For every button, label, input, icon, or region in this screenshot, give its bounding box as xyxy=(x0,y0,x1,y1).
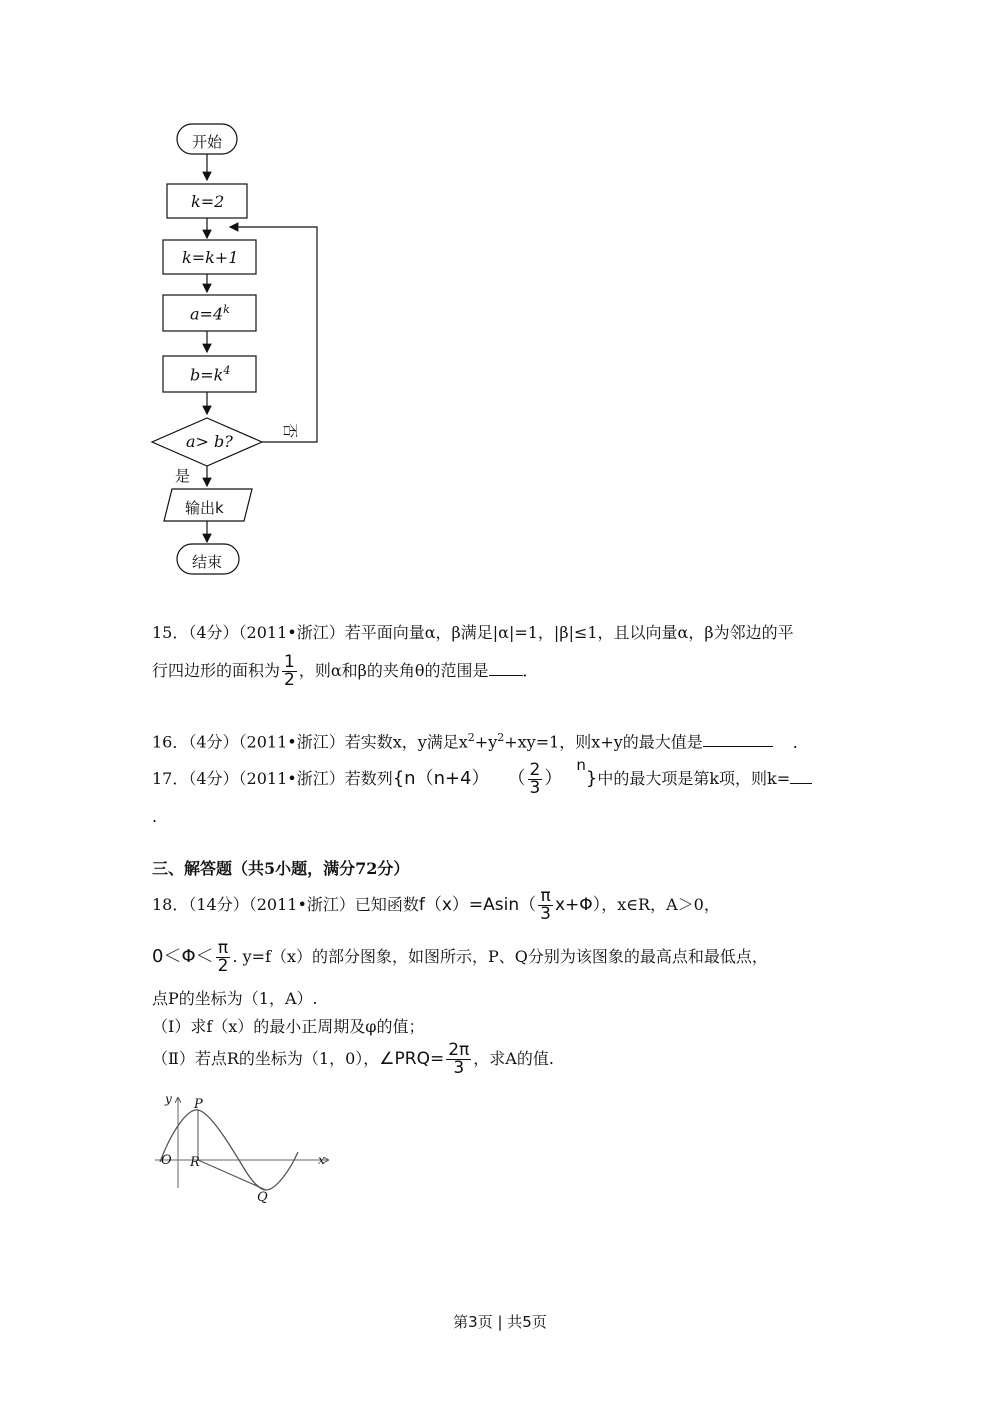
q18-fraction-pi3: $\frac{\pi}{3}$ xyxy=(540,886,551,924)
flow-yes-label: 是 xyxy=(175,467,191,485)
q16-answer-blank xyxy=(703,730,773,747)
graph-x-label: x xyxy=(318,1153,325,1167)
flow-b-label: $b=k^4$ xyxy=(190,364,231,385)
q18-part2: （Ⅱ）若点R的坐标为（1，0），∠PRQ= $\frac{2\pi}{3}$ ，求A的值. xyxy=(152,1040,554,1078)
flow-output-label: 输出k xyxy=(185,499,224,517)
function-graph xyxy=(150,1090,340,1210)
q15-fraction: $\frac{1}{2}$ xyxy=(284,652,295,690)
flow-no-label: 否 xyxy=(281,422,300,439)
graph-p-label: P xyxy=(194,1097,203,1112)
q18-fraction-2pi3: $\frac{2\pi}{3}$ xyxy=(448,1040,470,1078)
q15-answer-blank xyxy=(489,659,523,676)
q18-part1: （Ⅰ）求f（x）的最小正周期及φ的值； xyxy=(152,1017,425,1036)
page-footer: 第3页 | 共5页 xyxy=(453,1313,547,1331)
q18-line1: 18．（14分）（2011•浙江）已知函数f（x）=Asin（ $\frac{\pi}{3}$ x+Φ），x∈R，A＞0， xyxy=(152,886,720,924)
q18-line3: 点P的坐标为（1，A）. xyxy=(152,989,318,1008)
flowchart xyxy=(140,110,340,590)
graph-q-label: Q xyxy=(257,1190,268,1205)
flow-end-label: 结束 xyxy=(192,553,223,571)
q18-line2: 0＜Φ＜ $\frac{\pi}{2}$ . y=f（x）的部分图象，如图所示，P、Q分别为该图象的最高点和最低点， xyxy=(152,938,768,976)
q16-line: 16．（4分）（2011•浙江）若实数x，y满足$x^2+y^2+xy=1$，则x+y的最大值是 ． xyxy=(152,731,809,752)
q17-answer-blank xyxy=(790,767,812,784)
q17-fraction: $\frac{2}{3}$ xyxy=(529,760,541,798)
sine-curve xyxy=(160,1110,298,1190)
flow-condition-label: a> b? xyxy=(186,432,233,451)
q15-line1: 15．（4分）（2011•浙江）若平面向量α，β满足|α|=1，|β|≤1，且以向量α，β为邻边的平 xyxy=(152,623,794,642)
graph-origin-label: O xyxy=(161,1153,172,1168)
graph-y-label: y xyxy=(165,1092,172,1106)
flow-start-label: 开始 xyxy=(192,133,223,151)
q18-fraction-pi2: $\frac{\pi}{2}$ xyxy=(217,938,229,976)
q15-line2: 行四边形的面积为 $\frac{1}{2}$ ，则α和β的夹角θ的范围是 ． xyxy=(152,652,539,690)
flow-increment-label: k=k+1 xyxy=(182,248,239,267)
flow-a-label: $a=4^k$ xyxy=(190,303,230,324)
graph-r-label: R xyxy=(190,1155,200,1170)
q17-line1: 17．（4分）（2011•浙江）若数列{n（n+4） （ $\frac{2}{3}$ ）n}中的最大项是第k项，则k= xyxy=(152,762,812,802)
section3-heading: 三、解答题（共5小题，满分72分） xyxy=(152,859,410,878)
flow-init-label: k=2 xyxy=(191,192,225,211)
q17-line2: . xyxy=(152,807,158,826)
